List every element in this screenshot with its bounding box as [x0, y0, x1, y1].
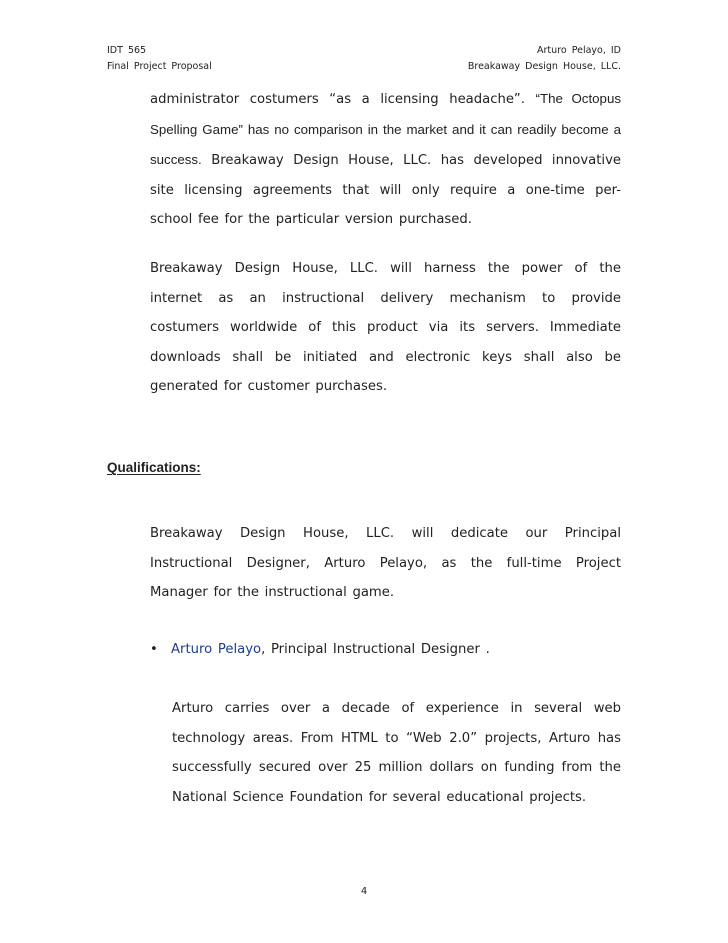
designer-name-link[interactable]: Arturo Pelayo: [171, 642, 262, 657]
designer-role: , Principal Instructional Designer .: [261, 642, 490, 657]
page-number: 4: [360, 886, 368, 897]
bullet-item: [150, 638, 490, 662]
designer-experience: Arturo carries over a decade of experience in several web technology areas. From HTML to “Web 2.0” projects, Arturo has successfully secured over 25 million dollars on funding from the National Science Foundation for several educational projects.: [172, 701, 621, 805]
document-type: Final Project Proposal: [107, 61, 212, 72]
octopus-game-statement: “The Octopus Spelling Game” has no comparison in the market and it can readily become a success.: [150, 91, 621, 167]
header-right: [468, 43, 621, 75]
paragraph-internet-delivery: Breakaway Design House, LLC. will harness the power of the internet as an instructional delivery mechanism to provide costumers worldwide of this product via its servers. Immediate downloads shall be initiated and electronic keys shall also be generated for customer purchases.: [150, 261, 621, 394]
course-code: IDT 565: [107, 45, 147, 56]
qualifications-intro: Breakaway Design House, LLC. will dedicate our Principal Instructional Designer, Arturo Pelayo, as the full-time Project Manager for the instructional game.: [150, 526, 621, 600]
header-left: [107, 43, 212, 75]
paragraph-licensing: [150, 84, 621, 235]
qualifications-heading: Qualifications:: [107, 460, 201, 475]
licensing-agreements: Breakaway Design House, LLC. has developed innovative site licensing agreements that will only require a one-time per-school fee for the particular version purchased.: [150, 153, 621, 227]
author-name: Arturo Pelayo, ID: [537, 45, 621, 56]
licensing-quote: administrator costumers “as a licensing headache”.: [150, 92, 525, 107]
company-name: Breakaway Design House, LLC.: [467, 61, 621, 72]
bullet-icon: •: [150, 642, 158, 657]
